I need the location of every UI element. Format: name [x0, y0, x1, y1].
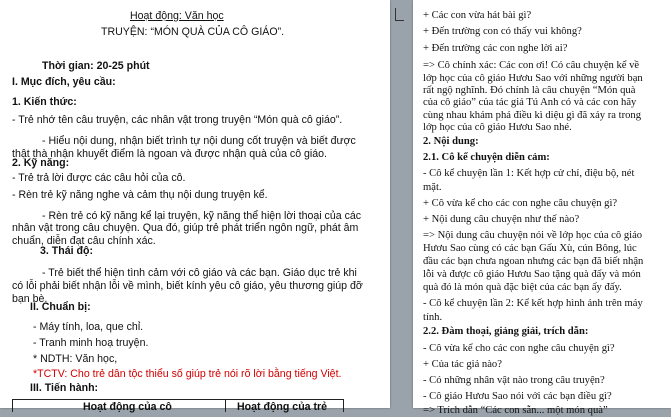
text-line: rất ngộ nghĩnh. Đó chính là câu chuyện “Món quà: [423, 85, 636, 96]
table-header-children: Hoạt động của trẻ: [237, 401, 328, 413]
text-line: quà đó là món quà đặc biệt của các bạn ấy đấy.: [423, 282, 622, 293]
text-line: lớp học của cô giáo Hươu Sao với những người bạn: [423, 73, 643, 84]
text-line: đầu các bạn chưa ngoan nhưng các bạn đã biết nhận: [423, 256, 644, 267]
skill-item: - Rèn trẻ có kỹ năng kể lại truyện, kỹ năng thể hiện lời thoại của các: [42, 210, 362, 222]
subheading-storytelling: 2.1. Cô kể chuyện diễn cảm:: [423, 152, 550, 163]
text-line: - Có những nhân vật nào trong câu truyện?: [423, 375, 605, 386]
text-line: + Đến trường con có thấy vui không?: [423, 26, 582, 37]
text-line: - Cô kể chuyện lần 1: Kết hợp cử chỉ, điệu bộ, nét: [423, 168, 635, 179]
skill-item: - Trẻ trả lời được các câu hỏi của cô.: [12, 172, 186, 184]
section-heading-preparation: II. Chuẩn bị:: [30, 301, 91, 313]
attitude-item: có lỗi phải biết nhận lỗi về mình, biết kính yêu cô giáo, yêu thương giúp đỡ: [12, 280, 363, 292]
text-line: của cô giáo” của tác giả Tú Anh có và các con hãy: [423, 97, 637, 108]
knowledge-item: - Hiểu nội dung, nhận biết trình tự nội dung cốt truyện và biết được: [42, 135, 356, 147]
activity-heading: Hoạt động: Văn học: [130, 10, 224, 22]
attitude-item: bạn bè.: [12, 293, 48, 305]
subheading-discussion: 2.2. Đàm thoại, giảng giải, trích dẫn:: [423, 326, 589, 337]
table-header-teacher: Hoạt động của cô: [83, 401, 172, 413]
story-title: TRUYỆN: “MÓN QUÀ CỦA CÔ GIÁO”.: [101, 26, 285, 38]
text-line: + Nội dung câu chuyện như thế nào?: [423, 214, 580, 225]
text-line: mặt.: [423, 182, 442, 193]
text-line: lỗi và được cô giáo Hươu Sao tặng quà đấy và món: [423, 269, 641, 280]
tctv-note: *TCTV: Cho trẻ dân tộc thiểu số giúp trẻ nói rõ lời bằng tiếng Việt.: [33, 368, 342, 380]
text-line: Hươu Sao cùng có các bạn Gấu Xù, cún Bông, lúc: [423, 243, 637, 254]
subheading-skills: 2. Kỹ năng:: [12, 157, 70, 169]
text-line: + Cô vừa kể cho các con nghe câu chuyện gì?: [423, 198, 618, 209]
text-line: + Các con vừa hát bài gì?: [423, 10, 532, 21]
section-heading-content: 2. Nội dung:: [423, 136, 479, 147]
section-heading-procedure: III. Tiến hành:: [30, 382, 99, 394]
text-line: => Nội dung câu chuyện nói về lớp học của cô giáo: [423, 230, 643, 241]
text-line: + Của tác giả nào?: [423, 359, 502, 370]
activity-table: [12, 399, 344, 412]
prep-item: - Tranh minh hoạ truyện.: [33, 337, 149, 349]
knowledge-item: - Trẻ nhớ tên câu truyện, các nhân vật trong truyện “Món quà cô giáo”.: [12, 114, 343, 126]
page-corner-marker: [395, 8, 404, 21]
text-line: => Trích dẫn “Các con sẵn... một món quà”: [423, 405, 608, 416]
text-line: + Đến trường các con nghe lời ai?: [423, 43, 568, 54]
knowledge-item: thật thà nhận khuyết điểm là ngoan và được nhận quà của cô giáo.: [12, 148, 328, 160]
ndth-note: * NDTH: Văn học,: [33, 353, 118, 365]
document-page-right: [413, 0, 671, 416]
skill-item: nhân vật trong câu chuyện. Qua đó, giúp trẻ phát triển ngôn ngữ, phát âm: [12, 222, 359, 234]
skill-item: chuẩn, diễn đạt câu chính xác.: [12, 235, 156, 247]
section-heading-purpose: I. Mục đích, yêu cầu:: [12, 76, 116, 88]
skill-item: - Rèn trẻ kỹ năng nghe và cảm thụ nội dung truyện kể.: [12, 189, 268, 201]
text-line: - Cô vừa kể cho các con nghe câu chuyện gì?: [423, 343, 615, 354]
subheading-attitude: 3. Thái độ:: [40, 245, 93, 257]
subheading-knowledge: 1. Kiến thức:: [12, 96, 77, 108]
duration-text: Thời gian: 20-25 phút: [42, 60, 150, 72]
text-line: cùng nhau khám phá điều kì diệu gì đã xảy ra trong: [423, 110, 641, 121]
text-line: tính.: [423, 312, 443, 323]
prep-item: - Máy tính, loa, que chỉ.: [33, 321, 144, 333]
text-line: => Cô chính xác: Các con ơi! Có câu chuyện kể về: [423, 60, 640, 71]
text-line: lớp học của cô giáo Hươu Sao nhé.: [423, 122, 572, 133]
text-line: - Cô kể chuyện lần 2: Kể kết hợp hình ảnh trên máy: [423, 298, 643, 309]
attitude-item: - Trẻ biết thể hiện tình cảm với cô giáo và các bạn. Giáo dục trẻ khi: [42, 267, 357, 279]
text-line: - Cô giáo Hươu Sao nói với các bạn điều gì?: [423, 391, 612, 402]
